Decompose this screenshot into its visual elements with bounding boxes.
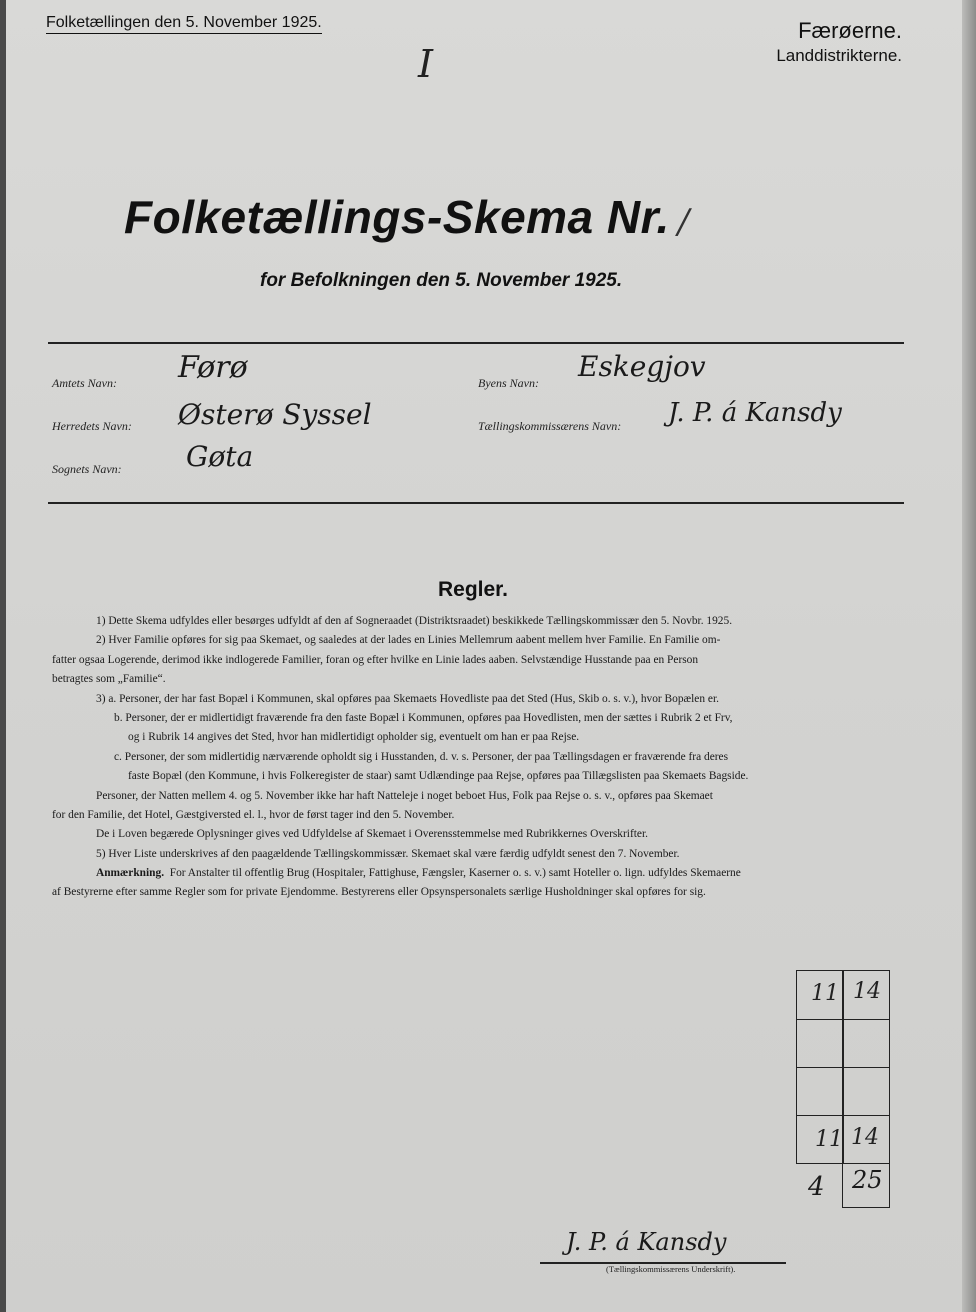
rule-line: De i Loven begærede Oplysninger gives ved Udfyldelse af Skemaet i Overensstemmelse med Rubrikkernes Overskrifter. [96,828,648,841]
by-value: Eskegjov [578,350,706,383]
kommissaer-value: J. P. á Kansdy [668,398,842,428]
tally-r4-right: 14 [851,1125,879,1150]
rule-line: b. Personer, der er midlertidigt fraværende fra den faste Bopæl i Kommunen, opføres paa Hovedlisten, men der sættes i Rubrik 2 et Frv, [114,712,733,725]
rule-line: for den Familie, det Hotel, Gæstgiversted el. l., hvor de først tager ind den 5. November. [52,809,455,822]
by-label: Byens Navn: [478,376,539,390]
sogn-value: Gøta [186,440,254,473]
note-line-1 [52,864,906,883]
tally-r4-left: 11 [815,1127,843,1152]
rule-line: 2) Hver Familie opføres for sig paa Skemaet, og saaledes at der lades en Linies Mellemrum aabent mellem hver Familie. En Familie om- [96,634,721,647]
divider-bottom [48,502,904,504]
tally-total-left: 4 [808,1172,825,1202]
note-line-2: af Bestyrerne efter samme Regler som for private Ejendomme. Bestyrerens eller Opsynspersonalets særlige Husholdninger skal opføres for sig. [52,886,706,899]
rules-heading: Regler. [437,578,509,601]
rule-line: faste Bopæl (den Kommune, i hvis Folkeregister de staar) samt Udlændinge paa Rejse, opføres paa Tillægslisten paa Skemaets Bagside. [128,770,749,783]
herred-label: Herredets Navn: [52,419,132,433]
form-subtitle: for Befolkningen den 5. November 1925. [260,270,623,291]
tally-r1-right: 14 [853,979,881,1004]
annotation-note [52,864,906,903]
rule-line: og i Rubrik 14 angives det Sted, hvor han midlertidigt opholder sig, eventuelt om han er paa Rejse. [128,731,580,744]
rule-line: 3) a. Personer, der har fast Bopæl i Kommunen, skal opføres paa Skemaets Hovedliste paa det Sted (Hus, Skib o. s. v.), hvor Bopælen er. [96,692,719,705]
rule-line: c. Personer, der som midlertidig nærværende opholdt sig i Husstanden, d. v. s. Personer, der paa Tællingsdagen er fraværende fra deres [114,750,729,763]
note-label: Anmærkning. [96,867,165,879]
herred-value: Østerø Syssel [178,398,372,431]
region-title: Færøerne. [798,18,902,43]
amt-label: Amtets Navn: [52,376,117,390]
rule-line: fatter ogsaa Logerende, derimod ikke indlogerede Familier, foran og efter hvilke en Linie lades aaben. Selvstændige Husstande paa en Person [52,653,699,666]
note-text-1: For Anstalter til offentlig Brug (Hospitaler, Fattighuse, Fængsler, Kaserner o. s. v.) samt Hoteller o. lign. udfyldes Skemaerne [169,867,741,879]
rule-line: Personer, der Natten mellem 4. og 5. November ikke har haft Natteleje i noget beboet Hus, Folk paa Rejse o. s. v., opføres paa Skemaet [96,789,713,802]
divider-top [48,342,904,344]
form-title [124,190,690,244]
census-date-header: Folketællingen den 5. November 1925. [46,14,322,34]
form-title-text: Folketællings-Skema Nr. [124,191,670,243]
tally-r1-left: 11 [811,981,839,1006]
rules-text [52,612,906,864]
tally-total-right: 25 [852,1166,883,1194]
rule-line: 1) Dette Skema udfyldes eller besørges udfyldt af den af Sogneraadet (Distriktsraadet) beskikkede Tællingskommissær den 5. Novbr. 1925. [96,615,733,627]
sheet-mark: I [418,42,434,86]
page-edge-right [962,0,976,1312]
form-number: / [677,202,690,242]
region-subtitle: Landdistrikterne. [776,46,902,65]
sogn-label: Sognets Navn: [52,462,122,476]
rule-line: betragtes som „Familie“. [52,673,166,686]
signature-caption: (Tællingskommissærens Underskrift). [606,1264,736,1274]
signature: J. P. á Kansdy [566,1228,727,1256]
page-edge-left [0,0,6,1312]
region-header [776,18,902,66]
amt-value: Førø [178,350,248,385]
tally-grid [796,970,890,1164]
rule-line: 5) Hver Liste underskrives af den paagældende Tællingskommissær. Skemaet skal være færdig udfyldt senest den 7. November. [96,847,680,860]
kommissaer-label: Tællingskommissærens Navn: [478,419,622,433]
